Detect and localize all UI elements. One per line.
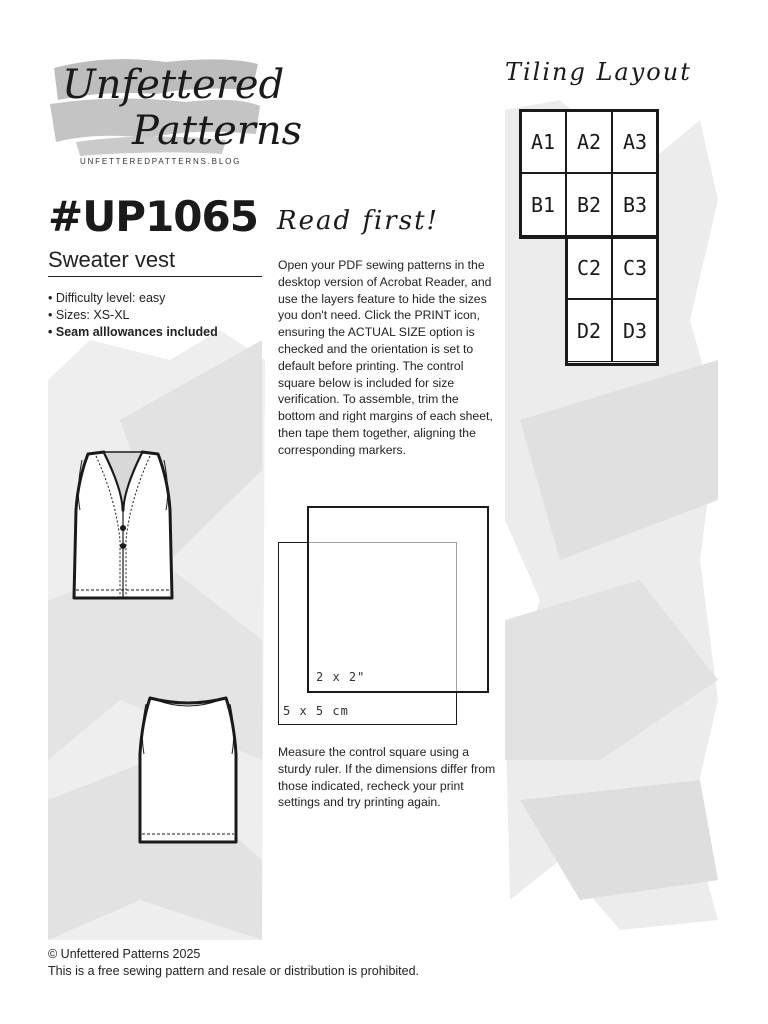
tile-d3: D3 (612, 299, 658, 362)
tile-b2: B2 (566, 173, 612, 236)
tile-c2: C2 (566, 236, 612, 299)
tile-a3: A3 (612, 110, 658, 173)
logo-line-2: Patterns (132, 108, 303, 154)
tile-c3: C3 (612, 236, 658, 299)
tiling-layout-heading: Tiling Layout (505, 58, 692, 86)
tile-a1: A1 (520, 110, 566, 173)
spec-seam-allowance: • Seam alllowances included (48, 324, 218, 341)
pattern-code: #UP1065 (48, 192, 258, 241)
tile-d2: D2 (566, 299, 612, 362)
unfettered-patterns-logo (46, 50, 303, 170)
control-square-inch-label: 2 x 2" (316, 670, 366, 684)
pattern-name: Sweater vest (48, 247, 176, 272)
spec-difficulty: • Difficulty level: easy (48, 290, 218, 307)
printing-instructions: Open your PDF sewing patterns in the desktop version of Acrobat Reader, and use the layers feature to hide the sizes you don't need. Click the PRINT icon, ensuring the ACTUAL SIZE option is checked and the orientation is set to default before printing. The control square below is included for size verification. To assemble, trim the bottom and right margins of each sheet, then tape them together, aligning the corresponding markers. (278, 258, 493, 457)
pattern-specs-list (48, 290, 218, 341)
read-first-heading: Read first! (277, 206, 439, 236)
tile-b1: B1 (520, 173, 566, 236)
measure-instructions: Measure the control square using a sturdy ruler. If the dimensions differ from those indicated, recheck your print settings and try printing again. (278, 745, 496, 810)
license-notice: This is a free sewing pattern and resale or distribution is prohibited. (48, 964, 420, 978)
control-square-area (276, 504, 492, 728)
vest-front-illustration (70, 450, 176, 605)
logo-line-1: Unfettered (62, 62, 285, 108)
tile-b3: B3 (612, 173, 658, 236)
control-square-cm-label: 5 x 5 cm (283, 704, 349, 718)
footer (48, 946, 419, 980)
spec-sizes: • Sizes: XS-XL (48, 307, 218, 324)
tile-a2: A2 (566, 110, 612, 173)
title-divider (48, 276, 262, 277)
brand-url: UNFETTEREDPATTERNS.BLOG (80, 157, 242, 166)
vest-back-illustration (136, 692, 240, 848)
copyright-text: © Unfettered Patterns 2025 (48, 947, 201, 961)
control-square-inch (307, 506, 489, 693)
